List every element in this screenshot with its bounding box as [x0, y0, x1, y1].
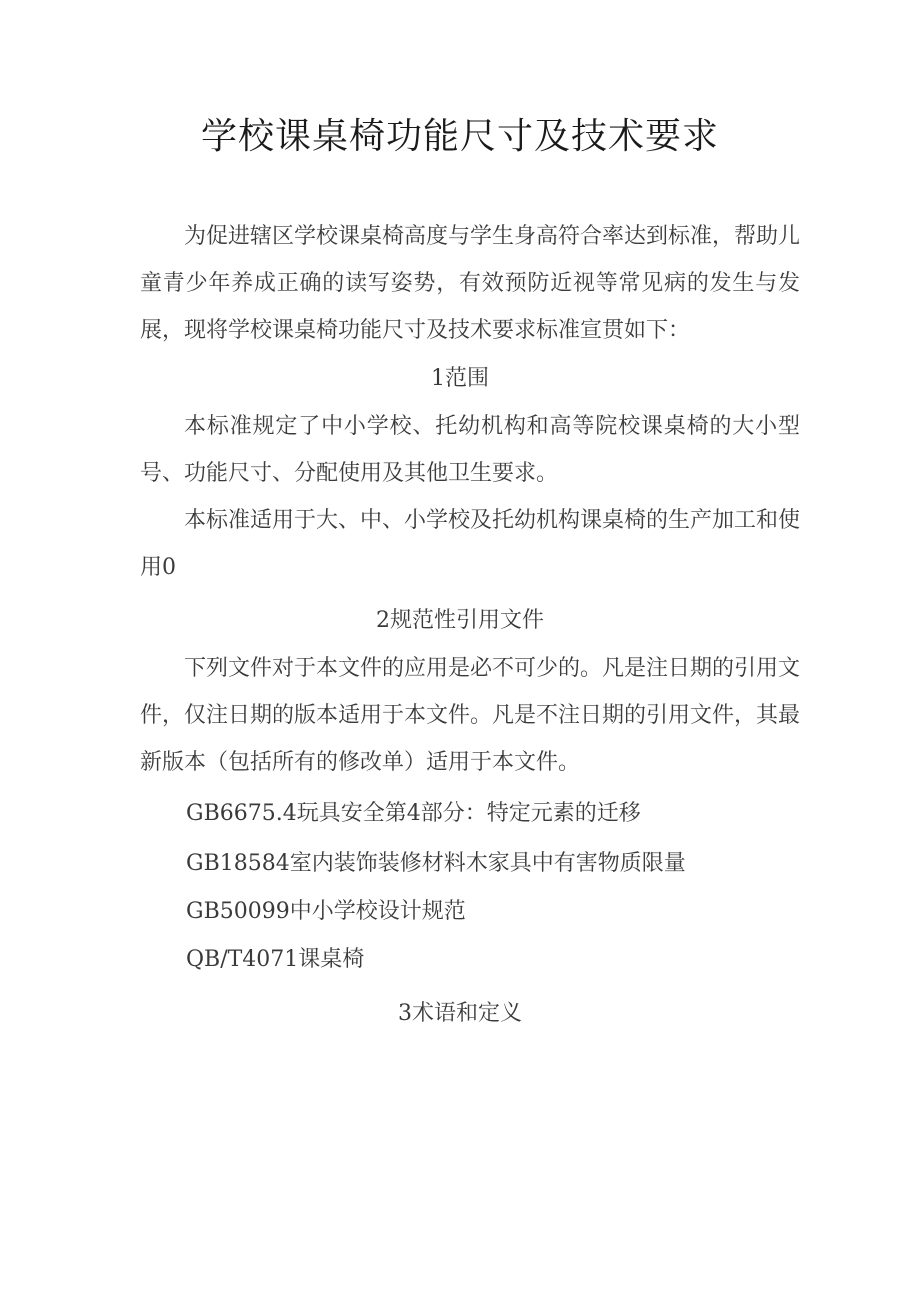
reference-item: QB/T4071课桌椅 [186, 947, 365, 972]
intro-paragraph: 为促进辖区学校课桌椅高度与学生身高符合率达到标准，帮助儿童青少年养成正确的读写姿势，有效预防近视等常见病的发生与发展，现将学校课桌椅功能尺寸及技术要求标准宣贯如下： [140, 224, 801, 343]
scope-paragraph-2-block [140, 497, 800, 591]
scope-paragraph-2: 本标准适用于大、中、小学校及托幼机构课桌椅的生产加工和使用0 [140, 508, 801, 580]
reference-item: GB50099中小学校设计规范 [186, 899, 466, 924]
references-paragraph-block [140, 645, 800, 786]
references-paragraph: 下列文件对于本文件的应用是必不可少的。凡是注日期的引用文件，仅注日期的版本适用于本文件。凡是不注日期的引用文件，其最新版本（包括所有的修改单）适用于本文件。 [140, 656, 801, 775]
scope-paragraph-1: 本标准规定了中小学校、托幼机构和高等院校课桌椅的大小型号、功能尺寸、分配使用及其他卫生要求。 [140, 414, 800, 486]
section-heading-normative-references: 2规范性引用文件 [376, 608, 544, 633]
reference-item: GB6675.4玩具安全第4部分：特定元素的迁移 [186, 801, 641, 826]
intro-block [140, 213, 800, 354]
scope-paragraph-1-block [140, 403, 800, 497]
reference-item: GB18584室内装饰装修材料木家具中有害物质限量 [186, 851, 686, 876]
section-heading-scope: 1范围 [431, 366, 489, 391]
section-heading-terms-definitions: 3术语和定义 [398, 1001, 522, 1026]
document-title: 学校课桌椅功能尺寸及技术要求 [200, 116, 719, 157]
